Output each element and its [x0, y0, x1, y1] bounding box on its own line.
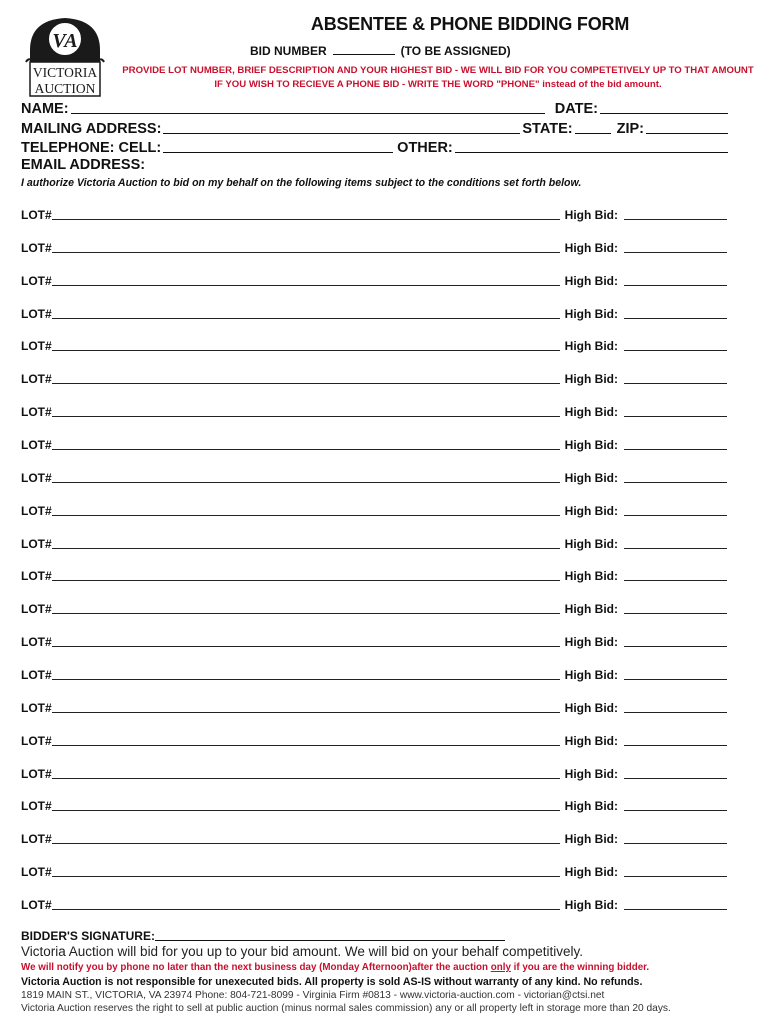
lot-description-field[interactable] [52, 897, 560, 910]
telephone-label: TELEPHONE: CELL: [21, 140, 162, 156]
high-bid-field[interactable] [624, 766, 727, 779]
high-bid-label: High Bid: [564, 701, 618, 715]
high-bid-field[interactable] [624, 864, 727, 877]
name-label: NAME: [21, 101, 69, 117]
instruction-line-2: IF YOU WISH TO RECIEVE A PHONE BID - WRITE THE WORD "PHONE" instead of the bid amount. [214, 79, 662, 90]
bid-number-blank[interactable] [333, 44, 395, 55]
lot-row [21, 667, 729, 682]
lot-row [21, 831, 729, 846]
footer-contact: 1819 MAIN ST., VICTORIA, VA 23974 Phone: 804-721-8099 - Virginia Firm #0813 - www.victoria-auction.com - victorian@ctsi.net [21, 990, 605, 1001]
instruction-note [118, 64, 758, 92]
bid-number-suffix: (TO BE ASSIGNED) [400, 44, 511, 58]
lot-row [21, 338, 729, 353]
lot-description-field[interactable] [52, 568, 560, 581]
lot-label: LOT# [21, 537, 52, 551]
signature-row [21, 928, 505, 943]
high-bid-field[interactable] [624, 601, 727, 614]
lot-label: LOT# [21, 734, 52, 748]
high-bid-field[interactable] [624, 338, 727, 351]
high-bid-field[interactable] [624, 404, 727, 417]
lot-description-field[interactable] [52, 864, 560, 877]
lot-label: LOT# [21, 372, 52, 386]
high-bid-label: High Bid: [564, 668, 618, 682]
high-bid-label: High Bid: [564, 241, 618, 255]
lot-row [21, 766, 729, 781]
logo-monogram: VA [52, 30, 78, 52]
lot-description-field[interactable] [52, 404, 560, 417]
lot-label: LOT# [21, 241, 52, 255]
lot-description-field[interactable] [52, 240, 560, 253]
high-bid-label: High Bid: [564, 569, 618, 583]
lot-description-field[interactable] [52, 667, 560, 680]
lot-row [21, 634, 729, 649]
high-bid-field[interactable] [624, 437, 727, 450]
high-bid-label: High Bid: [564, 767, 618, 781]
lot-description-field[interactable] [52, 207, 560, 220]
lot-label: LOT# [21, 832, 52, 846]
name-date-row [21, 99, 730, 117]
lot-description-field[interactable] [52, 798, 560, 811]
lot-row [21, 798, 729, 813]
lot-row [21, 601, 729, 616]
footer-notification-pre: We will notify you by phone no later than the next business day (Monday Afternoon)after the auction [21, 962, 491, 973]
high-bid-field[interactable] [624, 207, 727, 220]
high-bid-field[interactable] [624, 831, 727, 844]
zip-label: ZIP: [616, 121, 644, 137]
high-bid-field[interactable] [624, 667, 727, 680]
lot-label: LOT# [21, 569, 52, 583]
telephone-row [21, 138, 730, 156]
lot-row [21, 897, 729, 912]
high-bid-field[interactable] [624, 897, 727, 910]
lot-row [21, 503, 729, 518]
lot-label: LOT# [21, 471, 52, 485]
lot-label: LOT# [21, 898, 52, 912]
high-bid-label: High Bid: [564, 274, 618, 288]
lot-description-field[interactable] [52, 371, 560, 384]
lot-label: LOT# [21, 701, 52, 715]
footer-notification [21, 962, 649, 973]
lot-description-field[interactable] [52, 831, 560, 844]
lot-description-field[interactable] [52, 700, 560, 713]
lot-description-field[interactable] [52, 503, 560, 516]
lot-row [21, 700, 729, 715]
email-label: EMAIL ADDRESS: [21, 157, 146, 173]
address-row [21, 119, 730, 137]
lot-row [21, 470, 729, 485]
high-bid-field[interactable] [624, 536, 727, 549]
lot-label: LOT# [21, 635, 52, 649]
high-bid-label: High Bid: [564, 832, 618, 846]
lot-row [21, 207, 729, 222]
high-bid-label: High Bid: [564, 602, 618, 616]
high-bid-label: High Bid: [564, 537, 618, 551]
lot-description-field[interactable] [52, 437, 560, 450]
lot-description-field[interactable] [52, 601, 560, 614]
lot-row [21, 568, 729, 583]
high-bid-label: High Bid: [564, 898, 618, 912]
lot-label: LOT# [21, 799, 52, 813]
mailing-address-field[interactable] [163, 119, 520, 134]
other-phone-field[interactable] [455, 138, 728, 153]
lot-label: LOT# [21, 602, 52, 616]
lot-label: LOT# [21, 274, 52, 288]
logo-line2: AUCTION [34, 81, 96, 96]
lot-row [21, 864, 729, 879]
date-label: DATE: [554, 101, 598, 117]
signature-field[interactable] [155, 928, 505, 941]
high-bid-label: High Bid: [564, 734, 618, 748]
lot-description-field[interactable] [52, 766, 560, 779]
lot-label: LOT# [21, 767, 52, 781]
other-phone-label: OTHER: [397, 140, 453, 156]
high-bid-label: High Bid: [564, 208, 618, 222]
high-bid-field[interactable] [624, 470, 727, 483]
high-bid-field[interactable] [624, 371, 727, 384]
footer-disclaimer: Victoria Auction is not responsible for unexecuted bids. All property is sold AS-IS without warranty of any kind. No refunds. [21, 976, 643, 988]
lot-description-field[interactable] [52, 338, 560, 351]
high-bid-field[interactable] [624, 634, 727, 647]
high-bid-label: High Bid: [564, 471, 618, 485]
high-bid-field[interactable] [624, 700, 727, 713]
mailing-address-label: MAILING ADDRESS: [21, 121, 162, 137]
lot-label: LOT# [21, 307, 52, 321]
lot-description-field[interactable] [52, 536, 560, 549]
state-label: STATE: [522, 121, 573, 137]
footer-storage-policy: Victoria Auction reserves the right to sell at public auction (minus normal sales commission) any or all property left in storage more than 20 days. [21, 1003, 671, 1014]
high-bid-label: High Bid: [564, 799, 618, 813]
high-bid-label: High Bid: [564, 865, 618, 879]
form-title: ABSENTEE & PHONE BIDDING FORM [310, 14, 630, 34]
high-bid-field[interactable] [624, 503, 727, 516]
lot-row [21, 437, 729, 452]
high-bid-label: High Bid: [564, 307, 618, 321]
instruction-line-1: PROVIDE LOT NUMBER, BRIEF DESCRIPTION AND YOUR HIGHEST BID - WE WILL BID FOR YOU COMPETETIVELY UP TO THAT AMOUNT [122, 65, 754, 76]
high-bid-field[interactable] [624, 733, 727, 746]
email-row [21, 157, 730, 173]
footer-bid-statement: Victoria Auction will bid for you up to your bid amount. We will bid on your behalf competitively. [21, 944, 584, 959]
lot-description-field[interactable] [52, 273, 560, 286]
high-bid-label: High Bid: [564, 372, 618, 386]
high-bid-field[interactable] [624, 306, 727, 319]
lot-description-field[interactable] [52, 634, 560, 647]
cell-phone-field[interactable] [163, 138, 393, 153]
name-field[interactable] [71, 99, 545, 114]
logo-line1: VICTORIA [32, 65, 98, 80]
lot-row [21, 306, 729, 321]
high-bid-field[interactable] [624, 568, 727, 581]
lot-description-field[interactable] [52, 306, 560, 319]
bid-number-label: BID NUMBER [250, 44, 327, 58]
lot-label: LOT# [21, 339, 52, 353]
bid-number-line [250, 44, 511, 58]
lot-row [21, 536, 729, 551]
lot-row [21, 371, 729, 386]
high-bid-field[interactable] [624, 273, 727, 286]
date-field[interactable] [600, 99, 728, 114]
victoria-auction-logo [24, 14, 106, 98]
lot-description-field[interactable] [52, 470, 560, 483]
lot-label: LOT# [21, 208, 52, 222]
lot-description-field[interactable] [52, 733, 560, 746]
authorization-statement: I authorize Victoria Auction to bid on my behalf on the following items subject to the conditions set forth below. [21, 177, 582, 189]
zip-field[interactable] [646, 119, 728, 134]
footer-notification-only: only [490, 962, 511, 973]
high-bid-label: High Bid: [564, 339, 618, 353]
lot-row [21, 404, 729, 419]
lot-label: LOT# [21, 438, 52, 452]
lot-row [21, 240, 729, 255]
signature-label: BIDDER'S SIGNATURE: [21, 929, 155, 943]
high-bid-label: High Bid: [564, 405, 618, 419]
lot-row [21, 273, 729, 288]
high-bid-field[interactable] [624, 240, 727, 253]
lot-label: LOT# [21, 668, 52, 682]
lot-label: LOT# [21, 865, 52, 879]
high-bid-label: High Bid: [564, 635, 618, 649]
lot-row [21, 733, 729, 748]
state-field[interactable] [575, 119, 611, 134]
high-bid-field[interactable] [624, 798, 727, 811]
lot-label: LOT# [21, 504, 52, 518]
high-bid-label: High Bid: [564, 438, 618, 452]
lot-label: LOT# [21, 405, 52, 419]
high-bid-label: High Bid: [564, 504, 618, 518]
footer-notification-post: if you are the winning bidder. [510, 962, 650, 973]
